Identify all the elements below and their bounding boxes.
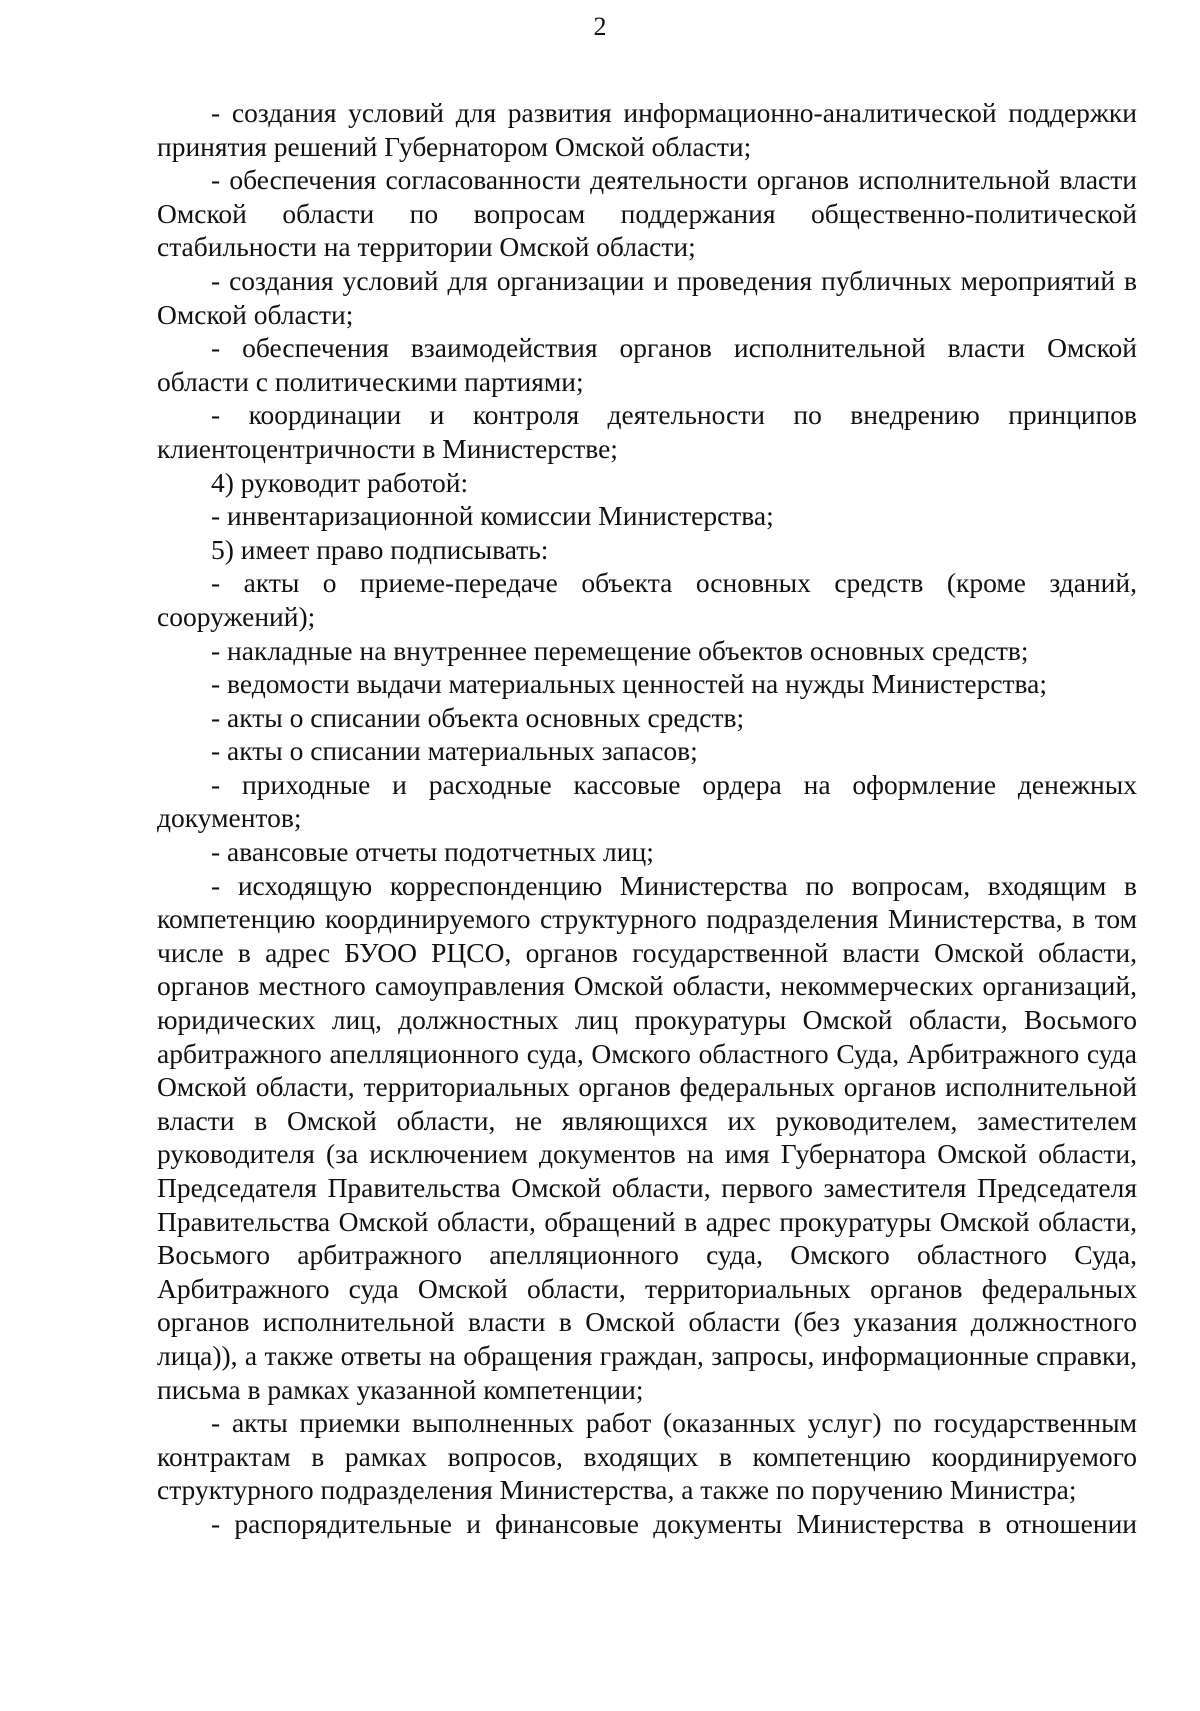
paragraph-5: - координации и контроля деятельности по внедрению принципов клиентоцентричности в Министерстве; <box>157 399 1137 464</box>
paragraph-6: 4) руководит работой: <box>211 466 469 498</box>
paragraph-16: - исходящую корреспонденцию Министерства по вопросам, входящим в компетенцию координируемого структурного подразделения Министерства, в том числе в адрес БУОО РЦСО, органов государственной власти Омской области, органов местного самоуправления Омской области, некоммерческих организаций, юридических лиц, должностных лиц прокуратуры Омской области, Восьмого арбитражного апелляционного суда, Омского областного Суда, Арбитражного суда Омской области, территориальных органов федеральных органов исполнительной власти в Омской области, не являющихся их руководителем, заместителем руководителя (за исключением документов на имя Губернатора Омской области, Председателя Правительства Омской области, первого заместителя Председателя Правительства Омской области, обращений в адрес прокуратуры Омской области, Восьмого арбитражного апелляционного суда, Омского областного Суда, Арбитражного суда Омской области, территориальных органов федеральных органов исполнительной власти в Омской области (без указания должностного лица)), а также ответы на обращения граждан, запросы, информационные справки, письма в рамках указанной компетенции; <box>157 869 1137 1405</box>
document-body <box>157 96 1137 1541</box>
paragraph-1: - создания условий для развития информационно-аналитической поддержки принятия решений Губернатором Омской области; <box>157 97 1137 162</box>
paragraph-17: - акты приемки выполненных работ (оказанных услуг) по государственным контрактам в рамках вопросов, входящих в компетенцию координируемого структурного подразделения Министерства, а также по поручению Министра; <box>157 1407 1137 1506</box>
paragraph-10: - накладные на внутреннее перемещение объектов основных средств; <box>211 634 1029 666</box>
paragraph-9: - акты о приеме-передаче объекта основных средств (кроме зданий, сооружений); <box>157 567 1137 632</box>
paragraph-15: - авансовые отчеты подотчетных лиц; <box>211 836 654 868</box>
page-number: 2 <box>593 12 607 41</box>
paragraph-4: - обеспечения взаимодействия органов исполнительной власти Омской области с политическими партиями; <box>157 332 1137 397</box>
paragraph-18: - распорядительные и финансовые документы Министерства в отношении <box>211 1507 1137 1539</box>
paragraph-11: - ведомости выдачи материальных ценностей на нужды Министерства; <box>211 668 1048 700</box>
paragraph-14: - приходные и расходные кассовые ордера на оформление денежных документов; <box>157 768 1137 834</box>
paragraph-3: - создания условий для организации и проведения публичных мероприятий в Омской области; <box>157 264 1137 330</box>
paragraph-13: - акты о списании материальных запасов; <box>211 735 698 767</box>
paragraph-2: - обеспечения согласованности деятельности органов исполнительной власти Омской области по вопросам поддержания общественно-политической стабильности на территории Омской области; <box>157 164 1137 263</box>
paragraph-12: - акты о списании объекта основных средств; <box>211 701 745 733</box>
paragraph-7: - инвентаризационной комиссии Министерства; <box>211 500 774 532</box>
paragraph-8: 5) имеет право подписывать: <box>211 533 549 565</box>
